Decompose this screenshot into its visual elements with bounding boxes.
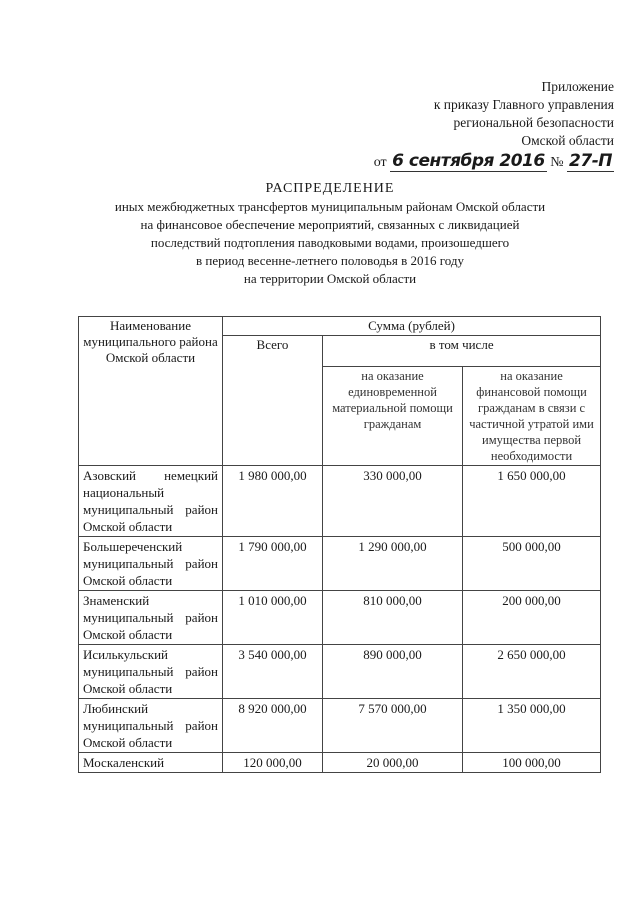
partial-loss-amount: 500 000,00 (463, 537, 601, 591)
subtitle-line: на финансовое обеспечение мероприятий, связанных с ликвидацией (140, 217, 520, 232)
document-title: РАСПРЕДЕЛЕНИЕ (265, 181, 395, 196)
district-name: Большереченский муниципальный район Омской области (79, 537, 223, 591)
subtitle-line: последствий подтопления паводковыми водами, произошедшего (150, 235, 510, 250)
table-row (79, 537, 601, 591)
total-amount: 8 920 000,00 (223, 699, 323, 753)
handwritten-number: 27-П (569, 151, 612, 171)
number-prefix: № (550, 155, 564, 170)
one-time-amount: 330 000,00 (323, 466, 463, 537)
approval-line-4: Омской области (521, 133, 614, 148)
header-partial-loss-aid: на оказание финансовой помощи гражданам в связи с частичной утратой ими имущества первой необходимости (463, 367, 601, 466)
table-row (79, 591, 601, 645)
district-name: Знаменский муниципальный район Омской области (79, 591, 223, 645)
approval-date-line (294, 152, 614, 172)
total-amount: 3 540 000,00 (223, 645, 323, 699)
subtitle-line: на территории Омской области (243, 271, 417, 286)
title-block (40, 180, 620, 288)
partial-loss-amount: 200 000,00 (463, 591, 601, 645)
table-row (79, 466, 601, 537)
document-subtitle (40, 198, 620, 288)
header-including: в том числе (323, 336, 601, 367)
partial-loss-amount: 1 650 000,00 (463, 466, 601, 537)
subtitle-line: в период весенне-летнего половодья в 2016 году (196, 253, 464, 268)
district-name: Азовский немецкий национальный муниципальный район Омской области (79, 466, 223, 537)
one-time-amount: 1 290 000,00 (323, 537, 463, 591)
district-name: Москаленский (79, 753, 223, 773)
partial-loss-amount: 1 350 000,00 (463, 699, 601, 753)
date-prefix: от (373, 155, 387, 170)
table-row (79, 645, 601, 699)
header-sum: Сумма (рублей) (223, 317, 601, 336)
header-row-1 (79, 317, 601, 336)
district-name: Исилькульский муниципальный район Омской области (79, 645, 223, 699)
one-time-amount: 810 000,00 (323, 591, 463, 645)
approval-line-2: к приказу Главного управления (433, 97, 614, 112)
header-one-time-aid: на оказание единовременной материальной помощи гражданам (323, 367, 463, 466)
handwritten-date: 6 сентября 2016 (392, 151, 545, 171)
approval-line-3: региональной безопасности (453, 115, 614, 130)
table-row (79, 699, 601, 753)
total-amount: 1 010 000,00 (223, 591, 323, 645)
one-time-amount: 890 000,00 (323, 645, 463, 699)
distribution-table (78, 316, 601, 773)
total-amount: 120 000,00 (223, 753, 323, 773)
partial-loss-amount: 2 650 000,00 (463, 645, 601, 699)
partial-loss-amount: 100 000,00 (463, 753, 601, 773)
table-row (79, 753, 601, 773)
header-district-name: Наименование муниципального района Омской области (79, 317, 223, 466)
district-name: Любинский муниципальный район Омской области (79, 699, 223, 753)
approval-stamp (294, 78, 614, 172)
total-amount: 1 790 000,00 (223, 537, 323, 591)
one-time-amount: 7 570 000,00 (323, 699, 463, 753)
total-amount: 1 980 000,00 (223, 466, 323, 537)
one-time-amount: 20 000,00 (323, 753, 463, 773)
subtitle-line: иных межбюджетных трансфертов муниципальным районам Омской области (114, 199, 546, 214)
header-total: Всего (223, 336, 323, 466)
approval-line-1: Приложение (541, 79, 614, 94)
